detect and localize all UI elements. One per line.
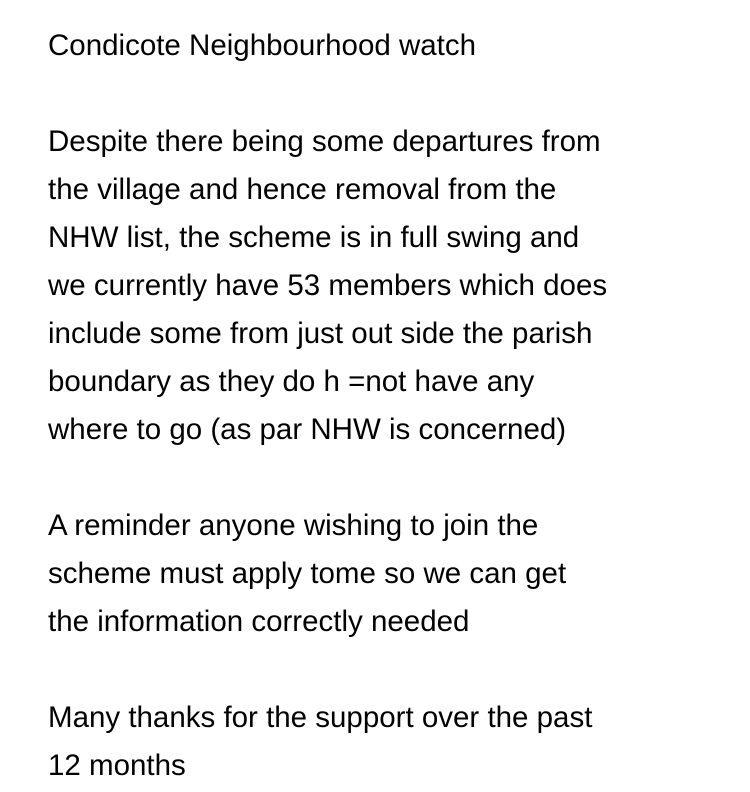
text-line: boundary as they do h =not have any [48,365,535,398]
text-line: NHW list, the scheme is in full swing and [48,221,580,254]
text-line: 12 months [48,749,186,782]
title-line: Condicote Neighbourhood watch [48,29,477,62]
text-line: we currently have 53 members which does [48,269,608,302]
text-line: scheme must apply tome so we can get [48,557,567,590]
text-line: Many thanks for the support over the past [48,701,593,734]
note-title [48,22,738,70]
note-body [48,22,738,790]
text-line: Despite there being some departures from [48,125,601,158]
text-line: the information correctly needed [48,605,470,638]
paragraph-thanks [48,694,738,790]
paragraph-reminder [48,502,738,646]
text-line: include some from just out side the parish [48,317,593,350]
text-line: the village and hence removal from the [48,173,557,206]
text-line: A reminder anyone wishing to join the [48,509,539,542]
text-line: where to go (as par NHW is concerned) [48,413,567,446]
paragraph-membership [48,118,738,454]
